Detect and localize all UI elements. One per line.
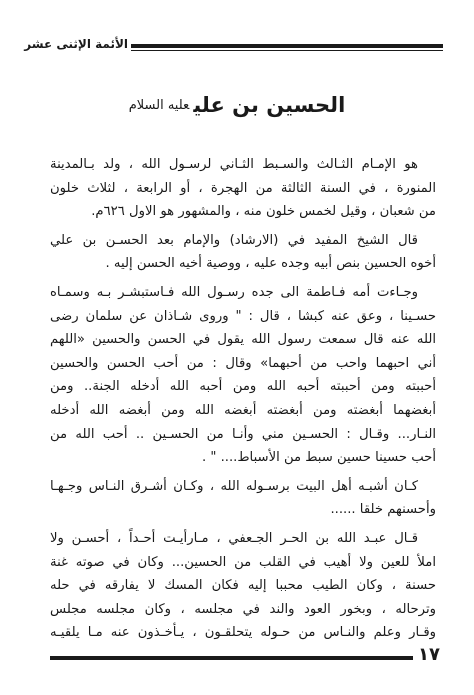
text-line: الله عنه قال سمعت رسول الله يقول في الحسن والحسين «اللهم (50, 332, 436, 348)
text-line: أخوه الحسين بنص أبيه وجده عليه ، ووصية أخيه الحسن إليه . (105, 256, 436, 272)
chapter-title-text: الحسين بن علي (193, 93, 346, 117)
text-line: قـال عبـد الله بن الحـر الجـعفي ، مـارأيـت أحـداً ، أحسـن ولا (50, 530, 418, 546)
text-line: النـار... وقـال : الحسـين مني وأنـا من الحسـين .. أحب الله من (50, 426, 436, 442)
chapter-title (0, 93, 474, 117)
text-line: قال الشيخ المفيد في (الارشاد) والإمام بعد الحسـن بن علي (50, 232, 418, 248)
text-line: كـان أشبـه أهل البيت برسـوله الله ، وكـان أشـرق النـاس وجـهـا (50, 478, 418, 494)
text-line: أحب حسينا حسين سبط من الأسباط.... " . (201, 450, 436, 466)
header-rule-thin (131, 50, 443, 51)
footer-rule (50, 656, 413, 660)
body-text (50, 153, 436, 645)
text-line: وترحاله ، وبخور العود والند في مجلسه ، وكان مجلسه مجلس (50, 601, 436, 617)
text-line: من شعبان ، وقيل لخمس خلون منه ، والمشهور هو الاول ٦٢٦م. (91, 204, 436, 220)
text-line: حسنة ، وكان الطيب محببا إليه فكان المسك لا يفارقه في حله (50, 578, 436, 594)
text-line: المنورة ، في السنة الثالثة من الهجرة ، أو الرابعة ، لثلاث خلون (50, 180, 436, 196)
header-rule (131, 44, 443, 48)
text-line: أبغضهما أبغضته ومن أبغضته أبغضه الله ومن أبغضه الله أدخله (50, 402, 436, 418)
text-line: أني احبهما واحب من أحبهما» وقال : من أحب الحسن والحسين (50, 355, 436, 371)
text-line: وقـار وعلم والنـاس من حـوله يتحلقـون ، يـأخـذون عنه مـا يلقيـه (50, 625, 436, 641)
text-line: أحببته ومن أحببته أحبه الله ومن أحبه الله أدخله الجنة.. ومن (50, 379, 436, 395)
text-line: هو الإمـام الثـالث والسـبط الثـاني لرسـول الله ، ولد بـالمدينة (50, 157, 418, 172)
text-line: وأحسنهم خلقا ...... (330, 502, 436, 518)
running-header-title: الأئمة الإثنى عشر (24, 37, 128, 51)
text-line: املأ للعين ولا أهيب في القلب من الحسين... وكان في صوته غنة (50, 554, 436, 570)
page-number: ١٧ (418, 644, 440, 665)
honorific-phrase: عليه السلام (128, 98, 190, 113)
text-line: حسـينا ، وعق عنه كبشا ، قال : " وروى شـاذان عن سلمان رضى (50, 308, 436, 324)
text-line: وجـاءت أمه فـاطمة الى جده رسـول الله فـاستبشـر بـه وسمـاه (50, 284, 418, 300)
